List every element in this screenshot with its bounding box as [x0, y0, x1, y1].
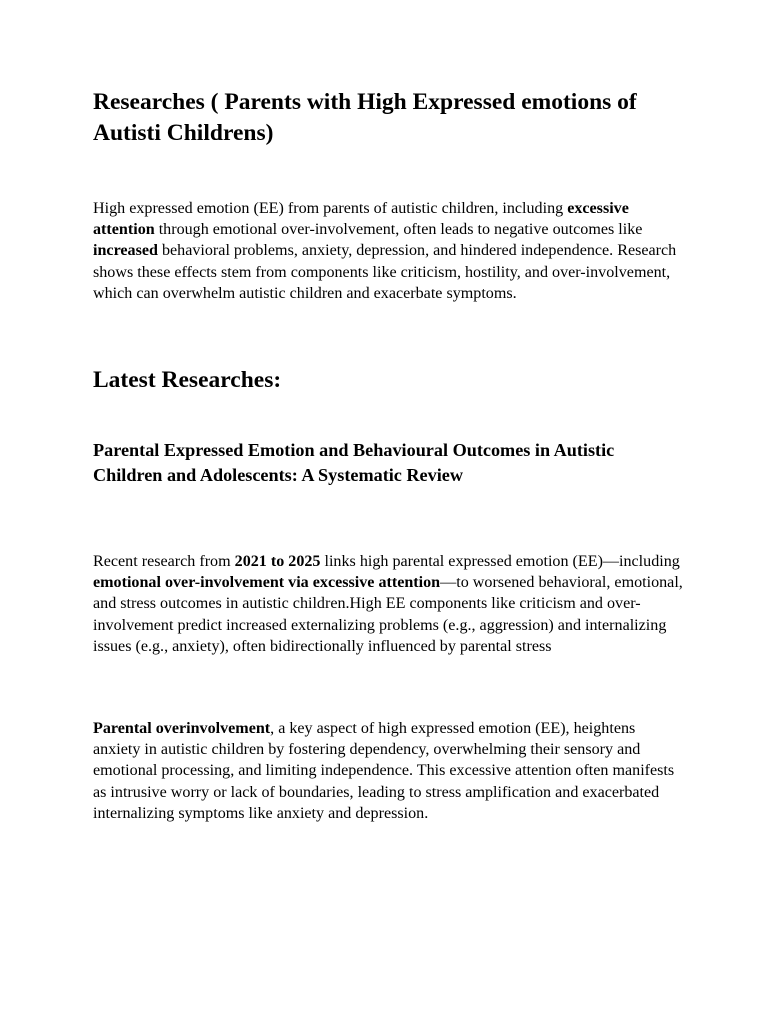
document-title: Researches ( Parents with High Expressed emotions of Autisti Childrens) — [93, 89, 637, 146]
recent-bold-2: emotional over-involvement via excessive attention — [93, 574, 441, 592]
recent-text-3: —to worsened behavioral, emotional, and stress outcomes in autistic children.High EE components like criticism and over-involvement predict increased externalizing problems (e.g., aggression) and internalizing issues (e.g., anxiety), often bidirectionally influenced by parental stress — [93, 574, 683, 655]
recent-research-paragraph — [93, 551, 683, 657]
overinvolvement-text-1: , a key aspect of high expressed emotion (EE), heightens anxiety in autistic children by fostering dependency, overwhelming their sensory and emotional processing, and limiting independence. This excessive attention often manifests as intrusive worry or lack of boundaries, leading to stress amplification and exacerbated internalizing symptoms like anxiety and depression. — [93, 720, 675, 822]
recent-bold-1: 2021 to 2025 — [234, 553, 321, 570]
recent-text-2: links high parental expressed emotion (EE)—including — [320, 553, 680, 570]
latest-researches-heading: Latest Researches: — [93, 367, 282, 393]
intro-text-3: behavioral problems, anxiety, depression, and hindered independence. Research shows these effects stem from components like criticism, hostility, and over-involvement, which can overwhelm autistic children and exacerbate symptoms. — [93, 242, 677, 302]
intro-text-1: High expressed emotion (EE) from parents of autistic children, including — [93, 200, 568, 217]
overinvolvement-paragraph — [93, 718, 683, 824]
intro-bold-1: excessive attention — [93, 200, 629, 239]
review-title: Parental Expressed Emotion and Behavioural Outcomes in Autistic Children and Adolescents: A Systematic Review — [93, 440, 615, 485]
overinvolvement-bold-1: Parental overinvolvement — [93, 720, 271, 737]
intro-paragraph — [93, 198, 683, 304]
intro-bold-2: increased — [93, 242, 158, 260]
recent-text-1: Recent research from — [93, 553, 235, 570]
intro-text-2: through emotional over-involvement, often leads to negative outcomes like — [154, 221, 643, 239]
